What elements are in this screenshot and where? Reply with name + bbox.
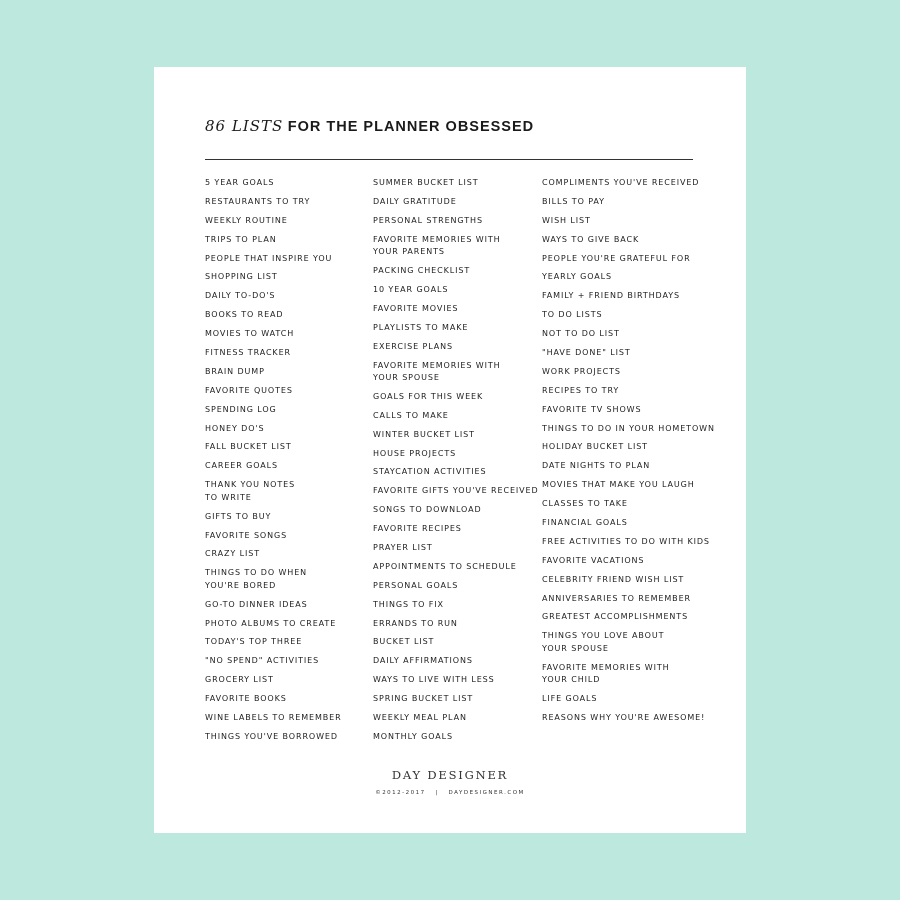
list-item: CAREER GOALS bbox=[205, 461, 278, 471]
list-item: HOLIDAY BUCKET LIST bbox=[542, 442, 648, 452]
list-item: TO DO LISTS bbox=[542, 310, 603, 320]
list-column-3 bbox=[542, 177, 715, 731]
list-item: DAILY AFFIRMATIONS bbox=[373, 656, 473, 666]
list-item: FAVORITE GIFTS YOU'VE RECEIVED bbox=[373, 486, 539, 496]
list-item: TODAY'S TOP THREE bbox=[205, 637, 303, 647]
list-item: FAVORITE TV SHOWS bbox=[542, 404, 642, 414]
list-item: PRAYER LIST bbox=[373, 543, 433, 553]
list-item: PACKING CHECKLIST bbox=[373, 266, 471, 276]
list-item: CELEBRITY FRIEND WISH LIST bbox=[542, 574, 685, 584]
list-item: SONGS TO DOWNLOAD bbox=[373, 505, 482, 515]
list-item: WEEKLY MEAL PLAN bbox=[373, 713, 467, 723]
list-item: FAVORITE VACATIONS bbox=[542, 555, 645, 565]
list-item: HOUSE PROJECTS bbox=[373, 448, 457, 458]
list-item: THINGS YOU'VE BORROWED bbox=[205, 731, 338, 741]
list-item: MOVIES THAT MAKE YOU LAUGH bbox=[542, 480, 695, 490]
list-item: GIFTS TO BUY bbox=[205, 511, 272, 521]
list-item: BRAIN DUMP bbox=[205, 366, 265, 376]
list-item: FALL BUCKET LIST bbox=[205, 442, 292, 452]
list-item: PERSONAL STRENGTHS bbox=[373, 215, 483, 225]
list-item: "HAVE DONE" LIST bbox=[542, 348, 631, 358]
list-item: ERRANDS TO RUN bbox=[373, 618, 458, 628]
list-item: FAVORITE BOOKS bbox=[205, 694, 287, 704]
list-item: SHOPPING LIST bbox=[205, 272, 278, 282]
list-item: 10 YEAR GOALS bbox=[373, 284, 449, 294]
list-item: NOT TO DO LIST bbox=[542, 329, 620, 339]
brand-logo: DAY DESIGNER bbox=[391, 768, 509, 782]
list-item: MONTHLY GOALS bbox=[373, 731, 453, 741]
list-item: CRAZY LIST bbox=[205, 549, 260, 559]
list-item: BUCKET LIST bbox=[373, 637, 435, 647]
list-item: TRIPS TO PLAN bbox=[205, 234, 277, 244]
list-item: ANNIVERSARIES TO REMEMBER bbox=[542, 593, 691, 603]
list-item: PERSONAL GOALS bbox=[373, 580, 459, 590]
page-title bbox=[205, 117, 534, 136]
title-divider bbox=[205, 159, 693, 160]
list-item: WORK PROJECTS bbox=[542, 366, 621, 376]
list-item: THINGS TO DO IN YOUR HOMETOWN bbox=[542, 423, 715, 433]
list-item: THINGS TO DO WHEN YOU'RE BORED bbox=[205, 568, 308, 590]
list-item: STAYCATION ACTIVITIES bbox=[373, 467, 487, 477]
list-item: EXERCISE PLANS bbox=[373, 341, 453, 351]
list-item: COMPLIMENTS YOU'VE RECEIVED bbox=[542, 178, 700, 187]
list-item: YEARLY GOALS bbox=[542, 272, 612, 282]
list-item: GREATEST ACCOMPLISHMENTS bbox=[542, 612, 689, 622]
list-item: FAVORITE MEMORIES WITH YOUR SPOUSE bbox=[373, 360, 501, 383]
list-item: FINANCIAL GOALS bbox=[542, 518, 628, 528]
list-item: DAILY GRATITUDE bbox=[373, 196, 457, 206]
list-item: BILLS TO PAY bbox=[542, 196, 605, 206]
list-item: DAILY TO-DO'S bbox=[205, 291, 276, 301]
list-item: PHOTO ALBUMS TO CREATE bbox=[205, 618, 337, 628]
list-item: GOALS FOR THIS WEEK bbox=[373, 391, 484, 401]
list-item: WINE LABELS TO REMEMBER bbox=[205, 713, 342, 723]
list-item: FAVORITE RECIPES bbox=[373, 524, 462, 534]
list-item: MOVIES TO WATCH bbox=[205, 329, 295, 339]
list-column-2 bbox=[373, 177, 539, 750]
list-item: WAYS TO LIVE WITH LESS bbox=[373, 675, 495, 685]
title-subtitle: FOR THE PLANNER OBSESSED bbox=[287, 119, 535, 135]
list-item: LIFE GOALS bbox=[542, 694, 598, 704]
list-item: REASONS WHY YOU'RE AWESOME! bbox=[542, 713, 706, 723]
list-item: 5 YEAR GOALS bbox=[205, 178, 275, 187]
list-column-1 bbox=[205, 177, 342, 750]
list-item: BOOKS TO READ bbox=[205, 310, 284, 320]
list-item: SPENDING LOG bbox=[205, 404, 277, 414]
list-item: PLAYLISTS TO MAKE bbox=[373, 322, 469, 332]
list-item: RESTAURANTS TO TRY bbox=[205, 196, 311, 206]
list-item: PEOPLE THAT INSPIRE YOU bbox=[205, 253, 333, 263]
printable-page bbox=[154, 67, 746, 833]
list-item: WINTER BUCKET LIST bbox=[373, 429, 475, 439]
list-item: CALLS TO MAKE bbox=[373, 410, 449, 420]
list-item: FAVORITE SONGS bbox=[205, 530, 288, 540]
title-count: 86 LISTS bbox=[205, 117, 284, 135]
list-item: "NO SPEND" ACTIVITIES bbox=[205, 656, 320, 666]
list-item: SUMMER BUCKET LIST bbox=[373, 178, 479, 187]
list-item: THANK YOU NOTES TO WRITE bbox=[205, 480, 296, 502]
list-item: SPRING BUCKET LIST bbox=[373, 694, 474, 704]
list-item: WISH LIST bbox=[542, 215, 591, 225]
list-item: FAVORITE MOVIES bbox=[373, 303, 459, 313]
list-item: GROCERY LIST bbox=[205, 675, 274, 685]
list-item: FREE ACTIVITIES TO DO WITH KIDS bbox=[542, 536, 710, 546]
list-item: APPOINTMENTS TO SCHEDULE bbox=[373, 561, 517, 571]
list-item: WEEKLY ROUTINE bbox=[205, 215, 288, 225]
list-item: PEOPLE YOU'RE GRATEFUL FOR bbox=[542, 253, 691, 263]
list-item: GO-TO DINNER IDEAS bbox=[205, 599, 308, 609]
copyright-line: ©2012-2017 | DAYDESIGNER.COM bbox=[375, 790, 525, 796]
list-item: THINGS TO FIX bbox=[373, 599, 444, 609]
list-item: THINGS YOU LOVE ABOUT YOUR SPOUSE bbox=[542, 631, 665, 653]
list-item: FAVORITE MEMORIES WITH YOUR CHILD bbox=[542, 662, 670, 685]
list-item: RECIPES TO TRY bbox=[542, 385, 620, 395]
list-item: FITNESS TRACKER bbox=[205, 348, 291, 358]
list-item: FAMILY + FRIEND BIRTHDAYS bbox=[542, 291, 680, 301]
list-item: FAVORITE QUOTES bbox=[205, 385, 293, 395]
list-item: HONEY DO'S bbox=[205, 423, 265, 433]
list-item: WAYS TO GIVE BACK bbox=[542, 234, 640, 244]
list-item: FAVORITE MEMORIES WITH YOUR PARENTS bbox=[373, 234, 501, 257]
list-item: CLASSES TO TAKE bbox=[542, 499, 628, 509]
list-item: DATE NIGHTS TO PLAN bbox=[542, 461, 651, 471]
